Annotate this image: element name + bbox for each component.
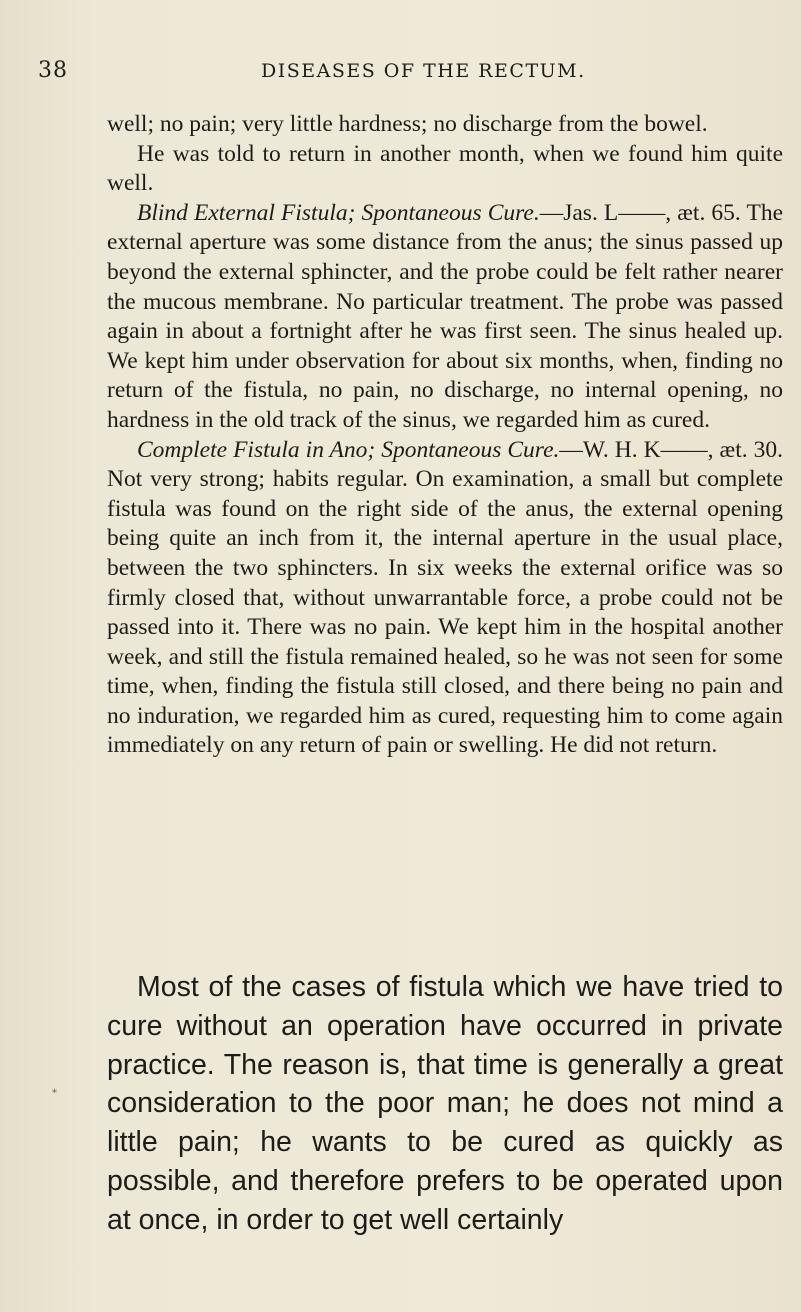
running-title: DISEASES OF THE RECTUM. xyxy=(261,60,586,82)
page-number: 38 xyxy=(38,58,68,83)
paragraph-continuation: well; no pain; very little hardness; no discharge from the bowel. xyxy=(107,111,708,137)
paragraph-return-visit: He was told to return in another month, when we found him quite well. xyxy=(107,140,783,197)
body-text-small xyxy=(107,110,783,761)
margin-speck: * xyxy=(52,1088,57,1099)
case-text-blind-fistula: —Jas. L——, æt. 65. The external aperture was some distance from the anus; the sinus passed up beyond the external sphincter, and the probe could be felt rather nearer the mucous membrane. No particular treatment. The probe was passed again in about a fortnight after he was first seen. The sinus healed up. We kept him under observation for about six months, when, finding no return of the fistula, no pain, no discharge, no internal opening, no hardness in the old track of the sinus, we regarded him as cured. xyxy=(107,199,783,433)
running-head xyxy=(38,58,761,88)
body-text-large xyxy=(107,968,783,1240)
paragraph-private-practice: Most of the cases of fistula which we have tried to cure without an operation have occurred in private practice. The reason is, that time is generally a great consideration to the poor man; he does not mind a little pain; he wants to be cured as quickly as possible, and therefore prefers to be operated upon at once, in order to get well certainly xyxy=(107,971,783,1236)
case-heading-complete-fistula: Complete Fistula in Ano; Spontaneous Cure. xyxy=(137,436,560,463)
paragraph-case-blind-fistula xyxy=(107,199,783,436)
paragraph-case-complete-fistula xyxy=(107,436,783,762)
case-heading-blind-fistula: Blind External Fistula; Spontaneous Cure. xyxy=(137,199,540,226)
case-text-complete-fistula: —W. H. K——, æt. 30. Not very strong; habits regular. On examination, a small but complete fistula was found on the right side of the anus, the external opening being quite an inch from it, the internal aperture in the usual place, between the two sphincters. In six weeks the external orifice was so firmly closed that, without unwarrantable force, a probe could not be passed into it. There was no pain. We kept him in the hospital another week, and still the fistula remained healed, so he was not seen for some time, when, finding the fistula still closed, and there being no pain and no induration, we regarded him as cured, requesting him to come again immediately on any return of pain or swelling. He did not return. xyxy=(107,436,784,759)
